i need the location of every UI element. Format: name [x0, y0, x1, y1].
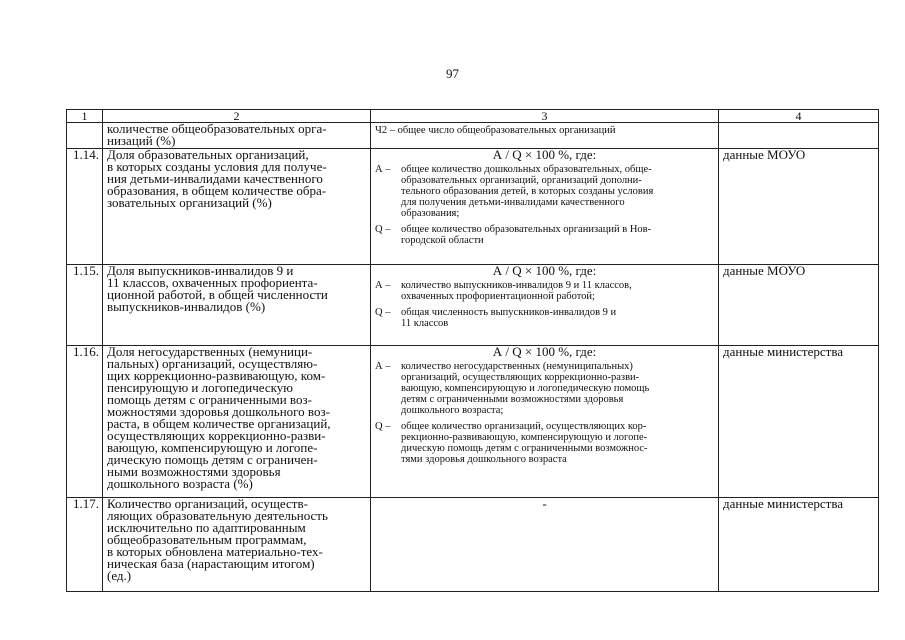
formula: А / Q × 100 %, где: [492, 147, 597, 162]
table-row [67, 346, 879, 498]
definition-label: А – [375, 361, 391, 372]
definition-label: А – [375, 164, 391, 175]
formula: А / Q × 100 %, где: [492, 263, 597, 278]
indicator-name: количестве общеобразовательных орга- низаций (%) [103, 123, 371, 149]
indicators-table [66, 109, 879, 592]
method-cell [371, 265, 719, 346]
table-row [67, 149, 879, 265]
header-col-1: 1 [67, 110, 103, 123]
formula-definition [375, 307, 714, 329]
definition-text: общее количество дошкольных образовательных, обще- образовательных организаций, организаций дополни- тельного образования детей, в которых созданы условия для получения детьми-инвалидами качественного образования; [401, 164, 654, 219]
indicator-name: Количество организаций, осуществ- ляющих образовательную деятельность исключительно по адаптированным общеобразовательным программам, в которых обновлена материально-тех- ническая база (нарастающим итогом) (ед.) [103, 498, 371, 592]
row-number: 1.14. [67, 149, 103, 265]
table-row [67, 123, 879, 149]
indicator-name: Доля образовательных организаций, в которых созданы условия для получе- ния детьми-инвалидами качественного образования, в общем количестве обра- зовательных организаций (%) [103, 149, 371, 265]
definition-text: общая численность выпускников-инвалидов 9 и 11 классов [401, 307, 617, 329]
definition-text: общее количество образовательных организаций в Нов- городской области [401, 224, 652, 246]
header-col-4: 4 [719, 110, 879, 123]
data-source [719, 123, 879, 149]
method-text: Ч2 – общее число общеобразовательных организаций [375, 125, 616, 136]
definition-label: А – [375, 280, 391, 291]
data-source: данные министерства [719, 498, 879, 592]
definition-text: количество выпускников-инвалидов 9 и 11 классов, охваченных профориентационной работой; [401, 280, 632, 302]
formula-definition [375, 164, 714, 219]
formula-definition [375, 224, 714, 246]
method-dash: - [371, 498, 719, 592]
indicator-name: Доля выпускников-инвалидов 9 и 11 классов, охваченных профориента- ционной работой, в общей численности выпускников-инвалидов (%) [103, 265, 371, 346]
formula-definition [375, 361, 714, 416]
definition-label: Q – [375, 421, 391, 432]
row-number: 1.15. [67, 265, 103, 346]
header-col-3: 3 [371, 110, 719, 123]
data-source: данные министерства [719, 346, 879, 498]
indicator-name: Доля негосударственных (немуници- пальных) организаций, осуществляю- щих коррекционно-развивающую, ком- пенсирующую и логопедическую помощь детям с ограниченными воз- можностями здоровья дошкольного воз- раста, в общем количестве организаций, осуществляющих коррекционно-разви- вающую, компенсирующую и логопе- дическую помощь детям с ограничен- ными возможностями здоровья дошкольного возраста (%) [103, 346, 371, 498]
formula: А / Q × 100 %, где: [492, 344, 597, 359]
table-row [67, 265, 879, 346]
formula-definition [375, 280, 714, 302]
data-source: данные МОУО [719, 265, 879, 346]
data-source: данные МОУО [719, 149, 879, 265]
method-cell [371, 149, 719, 265]
page-number: 97 [446, 66, 459, 81]
definition-label: Q – [375, 224, 391, 235]
definition-label: Q – [375, 307, 391, 318]
definition-text: общее количество организаций, осуществляющих кор- рекционно-развивающую, компенсирующую и логопе- дическую помощь детям с ограниченными возможнос- тями здоровья дошкольного возраста [401, 421, 648, 465]
method-cell [371, 123, 719, 149]
formula-definition [375, 421, 714, 465]
header-col-2: 2 [103, 110, 371, 123]
method-cell [371, 346, 719, 498]
table-row [67, 498, 879, 592]
row-number: 1.17. [67, 498, 103, 592]
definition-text: количество негосударственных (немуниципальных) организаций, осуществляющих коррекционно-разви- вающую, компенсирующую и логопедическую помощь детям с ограниченными возможностями здоровья дошкольного возраста; [401, 361, 650, 416]
row-number: 1.16. [67, 346, 103, 498]
row-number [67, 123, 103, 149]
